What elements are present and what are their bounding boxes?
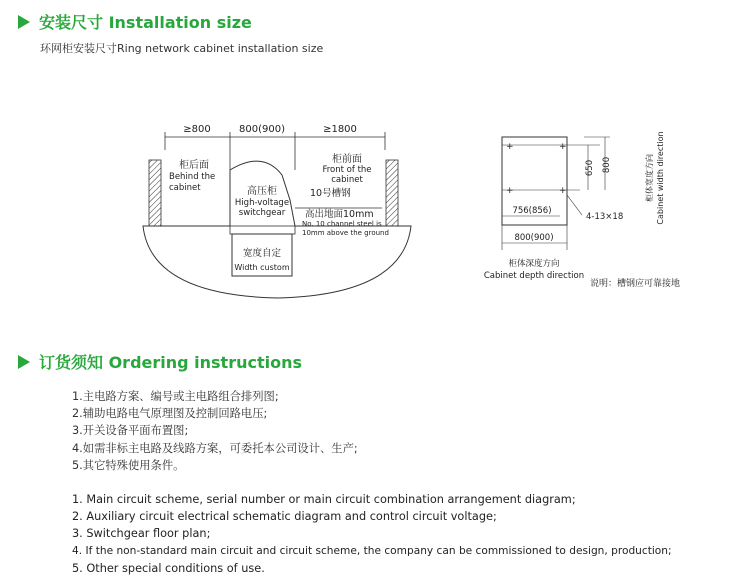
- above-ground-cn-label: 高出地面10mm: [305, 209, 374, 220]
- svg-text:+: +: [506, 186, 514, 196]
- svg-text:+: +: [506, 142, 514, 152]
- list-item: 3. Switchgear floor plan;: [72, 527, 211, 541]
- installation-heading: [18, 10, 252, 33]
- channel-en-label-1: No. 10 channel steel is: [302, 220, 382, 228]
- list-item: 4.如需非标主电路及线路方案，可委托本公司设计、生产;: [72, 441, 358, 455]
- list-item: 2. Auxiliary circuit electrical schematic diagram and control circuit voltage;: [72, 510, 497, 524]
- list-item: 5.其它特殊使用条件。: [72, 458, 185, 472]
- depth-direction-cn-label: 柜体深度方向: [508, 259, 560, 269]
- list-item: 1.主电路方案、编号或主电路组合排列图;: [72, 390, 279, 403]
- behind-cn-label: 柜后面: [179, 160, 209, 171]
- dim-650-label: 650: [585, 159, 595, 177]
- grounding-note: 说明：槽钢应可靠接地: [590, 279, 681, 289]
- width-direction-en-label: Cabinet width direction: [656, 131, 665, 225]
- back-wall: [149, 160, 161, 226]
- dim-holes-label: 4-13×18: [586, 212, 624, 222]
- hv-en-label-1: High-voltage: [234, 198, 290, 208]
- installation-layout-diagram: [135, 120, 425, 310]
- svg-text:+: +: [559, 186, 567, 196]
- channel-cn-label: 10号槽钢: [310, 188, 351, 199]
- front-wall: [386, 160, 398, 226]
- ordering-title: 订货须知 Ordering instructions: [39, 353, 303, 372]
- behind-en-label-1: Behind the: [169, 172, 216, 182]
- ordering-heading: [18, 350, 302, 373]
- front-en-label-2: cabinet: [331, 175, 363, 185]
- installation-title: 安装尺寸 Installation size: [39, 13, 252, 32]
- list-item: 5. Other special conditions of use.: [72, 561, 265, 575]
- list-item: 4. If the non-standard main circuit and circuit scheme, the company can be commissioned to design, production;: [72, 544, 672, 557]
- depth-direction-en-label: Cabinet depth direction: [483, 271, 585, 281]
- svg-text:+: +: [559, 142, 567, 152]
- channel-en-label-2: 10mm above the ground: [302, 229, 389, 237]
- dim-800-label: 800: [602, 156, 612, 174]
- hv-en-label-2: switchgear: [238, 208, 286, 218]
- dim-depth-label: 800(900): [514, 233, 554, 243]
- width-custom-en-label: Width custom: [234, 263, 290, 272]
- ordering-list-en: [72, 491, 672, 577]
- front-en-label-1: Front of the: [322, 165, 372, 175]
- ordering-list-cn: [72, 388, 358, 474]
- installation-subtitle: 环网柜安装尺寸Ring network cabinet installation size: [40, 42, 324, 55]
- list-item: 3.开关设备平面布置图;: [72, 424, 189, 438]
- behind-en-label-2: cabinet: [169, 183, 201, 193]
- hv-cn-label: 高压柜: [247, 186, 277, 197]
- width-direction-cn-label: 柜体宽度方向: [645, 154, 654, 202]
- dim-width-label: 800(900): [239, 124, 285, 135]
- foundation-plan-diagram: [480, 120, 742, 295]
- dim-back-label: ≥800: [183, 124, 211, 135]
- width-custom-cn-label: 宽度自定: [242, 248, 282, 259]
- list-item: 2.辅助电路电气原理图及控制回路电压;: [72, 407, 268, 421]
- green-triangle-icon: [18, 355, 30, 369]
- dim-756-label: 756(856): [512, 206, 552, 216]
- dim-front-label: ≥1800: [323, 124, 357, 135]
- green-triangle-icon: [18, 15, 30, 29]
- front-cn-label: 柜前面: [332, 154, 362, 165]
- list-item: 1. Main circuit scheme, serial number or main circuit combination arrangement diagram;: [72, 493, 576, 506]
